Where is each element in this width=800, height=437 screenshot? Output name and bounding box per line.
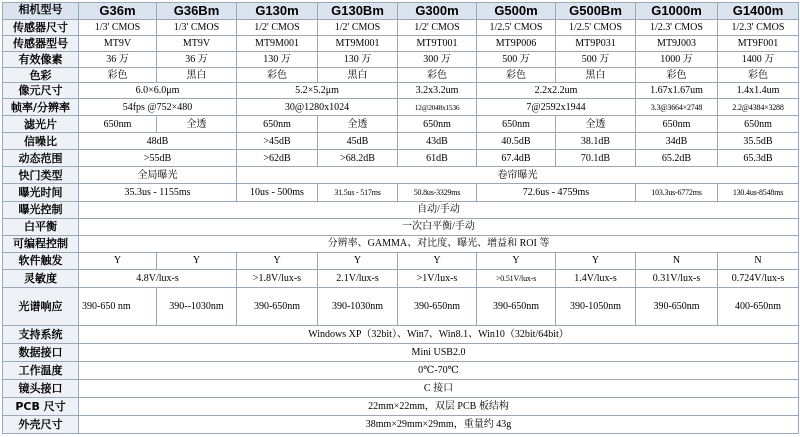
table-cell: 390-1050nm <box>556 287 636 325</box>
table-row <box>3 379 799 397</box>
table-cell: >55dB <box>79 150 237 167</box>
table-cell: 36 万 <box>79 51 157 67</box>
table-cell: 0.31V/lux-s <box>636 269 718 287</box>
table-cell: 400-650nm <box>718 287 799 325</box>
table-cell: 40.5dB <box>477 133 556 150</box>
table-cell: 650nm <box>636 116 718 133</box>
table-cell: 103.3us-6772ms <box>636 184 718 202</box>
table-cell: MT9P031 <box>556 35 636 51</box>
row-label: 传感器型号 <box>3 35 79 51</box>
table-cell: 35.3us - 1155ms <box>79 184 237 202</box>
row-label: 滤光片 <box>3 116 79 133</box>
table-row <box>3 287 799 325</box>
table-cell: 50.8us-3329ms <box>398 184 477 202</box>
table-cell: 一次白平衡/手动 <box>79 218 799 235</box>
table-cell: 0.724V/lux-s <box>718 269 799 287</box>
table-cell: MT9P006 <box>477 35 556 51</box>
table-cell: 390-1030nm <box>318 287 398 325</box>
table-row <box>3 99 799 116</box>
table-cell: 1400 万 <box>718 51 799 67</box>
table-cell: N <box>718 252 799 269</box>
table-row <box>3 325 799 343</box>
table-row <box>3 361 799 379</box>
table-cell: Y <box>398 252 477 269</box>
table-cell: 2.2@4384×3288 <box>718 99 799 116</box>
row-label: 有效像素 <box>3 51 79 67</box>
table-cell: 5.2×5.2μm <box>237 83 398 99</box>
table-cell: 650nm <box>79 116 157 133</box>
table-cell: Y <box>477 252 556 269</box>
table-cell: 1/3' CMOS <box>157 19 237 35</box>
row-label: PCB 尺寸 <box>3 397 79 415</box>
table-cell: >1V/lux-s <box>398 269 477 287</box>
table-cell: 3.2x3.2um <box>398 83 477 99</box>
table-cell: 全局曝光 <box>79 167 237 184</box>
model-header-cell: G130Bm <box>318 3 398 20</box>
table-cell: 130 万 <box>237 51 318 67</box>
model-header-cell: G130m <box>237 3 318 20</box>
table-cell: 2.1V/lux-s <box>318 269 398 287</box>
row-label: 像元尺寸 <box>3 83 79 99</box>
table-row <box>3 67 799 83</box>
table-row <box>3 343 799 361</box>
model-header-cell: G300m <box>398 3 477 20</box>
table-row <box>3 202 799 219</box>
model-header-cell: G36Bm <box>157 3 237 20</box>
table-cell: 1/3' CMOS <box>79 19 157 35</box>
table-cell: MT9M001 <box>237 35 318 51</box>
table-cell: 自动/手动 <box>79 202 799 219</box>
model-header-cell: G36m <box>79 3 157 20</box>
row-label: 动态范围 <box>3 150 79 167</box>
table-cell: MT9M001 <box>318 35 398 51</box>
table-cell: 38.1dB <box>556 133 636 150</box>
table-cell: MT9V <box>157 35 237 51</box>
table-cell: 70.1dB <box>556 150 636 167</box>
table-cell: 彩色 <box>79 67 157 83</box>
table-row <box>3 167 799 184</box>
table-cell: 1/2.3' CMOS <box>636 19 718 35</box>
row-label: 信噪比 <box>3 133 79 150</box>
table-cell: 65.2dB <box>636 150 718 167</box>
row-label: 可编程控制 <box>3 235 79 252</box>
table-cell: 1.4x1.4um <box>718 83 799 99</box>
table-cell: >1.8V/lux-s <box>237 269 318 287</box>
table-cell: 650nm <box>477 116 556 133</box>
model-header-cell: G1000m <box>636 3 718 20</box>
table-cell: 7@2592x1944 <box>477 99 636 116</box>
table-cell: 300 万 <box>398 51 477 67</box>
row-label: 光谱响应 <box>3 287 79 325</box>
table-cell: Y <box>157 252 237 269</box>
table-cell: 1/2.5' CMOS <box>556 19 636 35</box>
table-cell: N <box>636 252 718 269</box>
table-row <box>3 35 799 51</box>
table-cell: 48dB <box>79 133 237 150</box>
table-cell: 31.5us - 517ms <box>318 184 398 202</box>
table-cell: 3.3@3664×2748 <box>636 99 718 116</box>
model-header-cell: G1400m <box>718 3 799 20</box>
row-label: 快门类型 <box>3 167 79 184</box>
row-label: 数据接口 <box>3 343 79 361</box>
table-cell: >68.2dB <box>318 150 398 167</box>
table-cell: Y <box>556 252 636 269</box>
table-cell: 1/2' CMOS <box>237 19 318 35</box>
table-cell: C 接口 <box>79 379 799 397</box>
table-row <box>3 269 799 287</box>
table-cell: 500 万 <box>556 51 636 67</box>
table-row <box>3 150 799 167</box>
table-cell: 1/2.5' CMOS <box>477 19 556 35</box>
table-cell: MT9V <box>79 35 157 51</box>
row-label: 工作温度 <box>3 361 79 379</box>
table-cell: 4.8V/lux-s <box>79 269 237 287</box>
table-cell: 0℃-70℃ <box>79 361 799 379</box>
table-cell: 65.3dB <box>718 150 799 167</box>
table-cell: 500 万 <box>477 51 556 67</box>
table-row <box>3 397 799 415</box>
table-cell: Y <box>237 252 318 269</box>
table-cell: 1000 万 <box>636 51 718 67</box>
table-cell: 彩色 <box>237 67 318 83</box>
table-cell: 130 万 <box>318 51 398 67</box>
table-cell: 390--1030nm <box>157 287 237 325</box>
table-cell: 390-650nm <box>477 287 556 325</box>
table-cell: 38mm×29mm×29mm，重量约 43g <box>79 415 799 433</box>
table-cell: 黑白 <box>157 67 237 83</box>
table-cell: 72.6us - 4759ms <box>477 184 636 202</box>
table-cell: 34dB <box>636 133 718 150</box>
table-cell: 54fps @752×480 <box>79 99 237 116</box>
model-header-cell: G500m <box>477 3 556 20</box>
table-row <box>3 83 799 99</box>
table-cell: >45dB <box>237 133 318 150</box>
table-cell: Y <box>318 252 398 269</box>
table-row <box>3 133 799 150</box>
table-cell: 67.4dB <box>477 150 556 167</box>
table-header-row <box>3 3 799 20</box>
table-cell: 650nm <box>237 116 318 133</box>
table-cell: 36 万 <box>157 51 237 67</box>
row-label: 曝光时间 <box>3 184 79 202</box>
table-row <box>3 19 799 35</box>
table-cell: MT9J003 <box>636 35 718 51</box>
table-cell: MT9T001 <box>398 35 477 51</box>
table-cell: 6.0×6.0μm <box>79 83 237 99</box>
row-label: 外壳尺寸 <box>3 415 79 433</box>
table-cell: Mini USB2.0 <box>79 343 799 361</box>
row-label: 镜头接口 <box>3 379 79 397</box>
table-cell: 650nm <box>398 116 477 133</box>
table-cell: 1.4V/lux-s <box>556 269 636 287</box>
table-cell: 全透 <box>318 116 398 133</box>
row-label: 帧率/分辨率 <box>3 99 79 116</box>
table-cell: 390-650nm <box>237 287 318 325</box>
table-cell: 43dB <box>398 133 477 150</box>
table-cell: 1/2' CMOS <box>398 19 477 35</box>
table-cell: 1/2.3' CMOS <box>718 19 799 35</box>
table-cell: >0.51V/lux-s <box>477 269 556 287</box>
table-cell: 35.5dB <box>718 133 799 150</box>
table-cell: 390-650nm <box>398 287 477 325</box>
table-cell: 黑白 <box>318 67 398 83</box>
table-cell: 12@2048x1536 <box>398 99 477 116</box>
table-cell: 10us - 500ms <box>237 184 318 202</box>
table-cell: 黑白 <box>556 67 636 83</box>
table-cell: 彩色 <box>477 67 556 83</box>
table-cell: 1/2' CMOS <box>318 19 398 35</box>
table-row <box>3 184 799 202</box>
table-cell: 45dB <box>318 133 398 150</box>
row-label: 软件触发 <box>3 252 79 269</box>
table-cell: 650nm <box>718 116 799 133</box>
table-row <box>3 252 799 269</box>
table-cell: 彩色 <box>636 67 718 83</box>
table-cell: 彩色 <box>718 67 799 83</box>
table-row <box>3 415 799 433</box>
row-label: 曝光控制 <box>3 202 79 219</box>
row-label: 传感器尺寸 <box>3 19 79 35</box>
table-cell: 130.4us-8548ms <box>718 184 799 202</box>
table-cell: 卷帘曝光 <box>237 167 799 184</box>
table-cell: 61dB <box>398 150 477 167</box>
table-row <box>3 51 799 67</box>
row-label: 灵敏度 <box>3 269 79 287</box>
table-cell: 分辨率、GAMMA、对比度、曝光、增益和 ROI 等 <box>79 235 799 252</box>
table-cell: Y <box>79 252 157 269</box>
table-cell: Windows XP（32bit）、Win7、Win8.1、Win10（32bit/64bit） <box>79 325 799 343</box>
row-label: 相机型号 <box>3 3 79 20</box>
table-cell: 30@1280x1024 <box>237 99 398 116</box>
table-cell: >62dB <box>237 150 318 167</box>
table-cell: 390-650 nm <box>79 287 157 325</box>
table-cell: 全透 <box>556 116 636 133</box>
table-cell: 390-650nm <box>636 287 718 325</box>
camera-spec-table <box>2 2 799 434</box>
table-cell: 彩色 <box>398 67 477 83</box>
row-label: 白平衡 <box>3 218 79 235</box>
row-label: 支持系统 <box>3 325 79 343</box>
table-row <box>3 235 799 252</box>
table-cell: 22mm×22mm，双层 PCB 板结构 <box>79 397 799 415</box>
table-cell: 2.2x2.2um <box>477 83 636 99</box>
table-row <box>3 218 799 235</box>
table-cell: MT9F001 <box>718 35 799 51</box>
model-header-cell: G500Bm <box>556 3 636 20</box>
row-label: 色彩 <box>3 67 79 83</box>
table-cell: 1.67x1.67um <box>636 83 718 99</box>
table-cell: 全透 <box>157 116 237 133</box>
table-row <box>3 116 799 133</box>
